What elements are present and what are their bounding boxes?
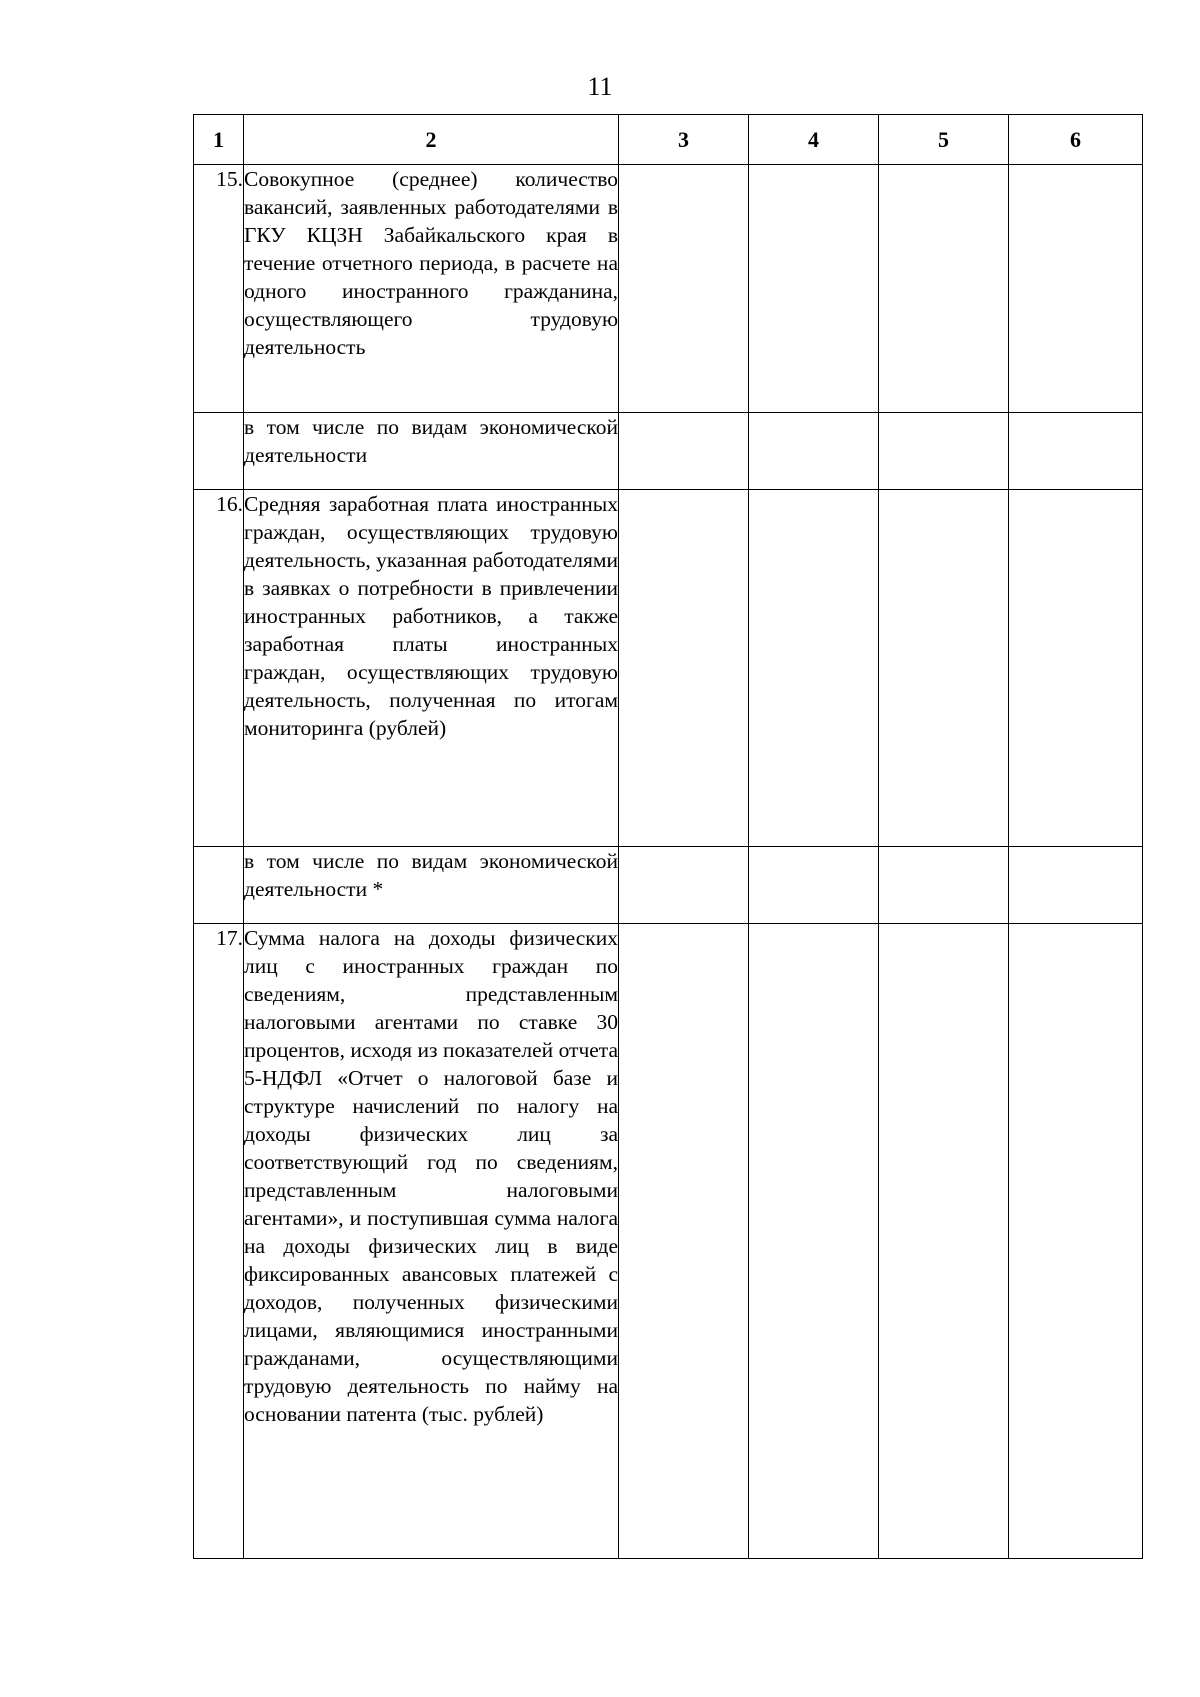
indicators-table [193,114,1143,1559]
row-number [194,847,244,924]
header-cell-1: 1 [194,115,244,165]
value-cell [1009,413,1143,490]
value-cell [749,924,879,1559]
table-row [194,490,1143,847]
value-cell [619,924,749,1559]
value-cell [1009,490,1143,847]
table-row [194,924,1143,1559]
value-cell [879,924,1009,1559]
indicator-text: в том числе по видам экономической деятельности [244,413,619,490]
indicator-text: в том числе по видам экономической деятельности * [244,847,619,924]
row-number: 16. [194,490,244,847]
value-cell [619,413,749,490]
value-cell [619,847,749,924]
value-cell [749,490,879,847]
value-cell [1009,924,1143,1559]
indicator-text: Средняя заработная плата иностранных граждан, осуществляющих трудовую деятельность, указанная работодателями в заявках о потребности в привлечении иностранных работников, а также заработная платы иностранных граждан, осуществляющих трудовую деятельность, полученная по итогам мониторинга (рублей) [244,490,619,847]
header-cell-2: 2 [244,115,619,165]
value-cell [619,165,749,413]
table-row [194,165,1143,413]
header-cell-3: 3 [619,115,749,165]
table-row [194,847,1143,924]
value-cell [879,490,1009,847]
header-cell-6: 6 [1009,115,1143,165]
header-cell-4: 4 [749,115,879,165]
indicator-text: Сумма налога на доходы физических лиц с иностранных граждан по сведениям, представленным налоговыми агентами по ставке 30 процентов, исходя из показателей отчета 5-НДФЛ «Отчет о налоговой базе и структуре начислений по налогу на доходы физических лиц за соответствующий год по сведениям, представленным налоговыми агентами», и поступившая сумма налога на доходы физических лиц в виде фиксированных авансовых платежей с доходов, полученных физическими лицами, являющимися иностранными гражданами, осуществляющими трудовую деятельность по найму на основании патента (тыс. рублей) [244,924,619,1559]
page-number: 11 [587,72,613,101]
table-header-row [194,115,1143,165]
value-cell [749,413,879,490]
value-cell [879,165,1009,413]
value-cell [879,847,1009,924]
value-cell [1009,847,1143,924]
table-row [194,413,1143,490]
value-cell [749,165,879,413]
indicator-text: Совокупное (среднее) количество вакансий, заявленных работодателями в ГКУ КЦЗН Забайкальского края в течение отчетного периода, в расчете на одного иностранного гражданина, осуществляющего трудовую деятельность [244,165,619,413]
value-cell [749,847,879,924]
value-cell [1009,165,1143,413]
row-number [194,413,244,490]
row-number: 17. [194,924,244,1559]
value-cell [879,413,1009,490]
header-cell-5: 5 [879,115,1009,165]
row-number: 15. [194,165,244,413]
value-cell [619,490,749,847]
